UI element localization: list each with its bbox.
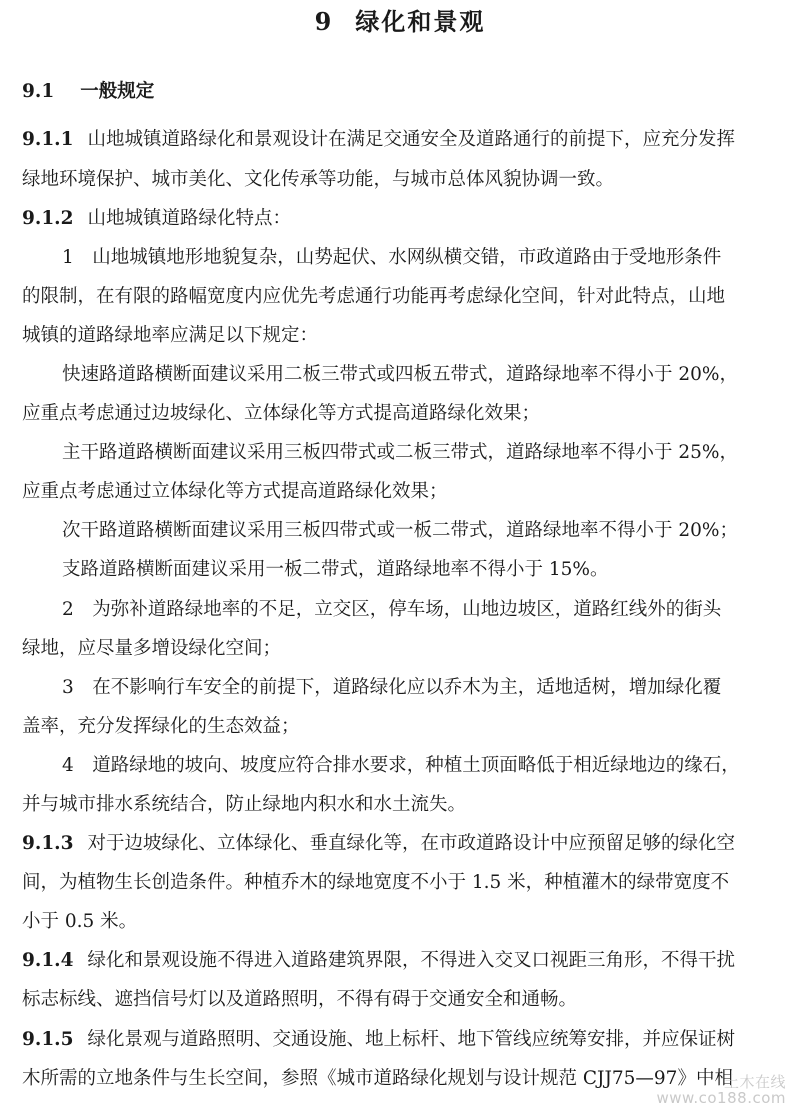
expressway-line-2: 应重点考虑通过边坡绿化、立体绿化等方式提高道路绿化效果； <box>22 403 541 424</box>
clause-9-1-3-line-2: 间，为植物生长创造条件。种植乔木的绿地宽度不小于 1.5 米，种植灌木的绿带宽度不 <box>22 872 730 893</box>
secondary-road-line: 次干路道路横断面建议采用三板四带式或一板二带式，道路绿地率不得小于 20%； <box>62 520 739 541</box>
arterial-line-2: 应重点考虑通过立体绿化等方式提高道路绿化效果； <box>22 481 448 502</box>
clause-number: 9.1.2 <box>22 208 74 229</box>
expressway-line-1: 快速路道路横断面建议采用二板三带式或四板五带式，道路绿地率不得小于 20%， <box>62 364 739 385</box>
item-3-line-1: 3 在不影响行车安全的前提下，道路绿化应以乔木为主，适地适树，增加绿化覆 <box>62 677 722 698</box>
clause-number: 9.1.5 <box>22 1029 74 1050</box>
item-2-line-2: 绿地，应尽量多增设绿化空间； <box>22 638 282 659</box>
clause-text: 绿化和景观设施不得进入道路建筑界限，不得进入交叉口视距三角形，不得干扰 <box>87 950 736 971</box>
clause-9-1-5-line-1 <box>22 1028 735 1052</box>
watermark-line-2: www.co188.com <box>656 1089 786 1107</box>
chapter-number: 9 <box>314 7 334 36</box>
chapter-title: 绿化和景观 <box>355 7 486 36</box>
item-4-line-1: 4 道路绿地的坡向、坡度应符合排水要求，种植土顶面略低于相近绿地边的缘石， <box>62 755 740 776</box>
clause-number: 9.1.1 <box>22 129 74 150</box>
clause-text: 对于边坡绿化、立体绿化、垂直绿化等，在市政道路设计中应预留足够的绿化空 <box>87 833 736 854</box>
clause-text: 山地城镇道路绿化特点： <box>87 208 292 229</box>
clause-9-1-3-line-3: 小于 0.5 米。 <box>22 911 138 932</box>
clause-text: 绿化景观与道路照明、交通设施、地上标杆、地下管线应统筹安排，并应保证树 <box>87 1029 736 1050</box>
section-heading <box>22 80 154 104</box>
arterial-line-1: 主干路道路横断面建议采用三板四带式或二板三带式，道路绿地率不得小于 25%， <box>62 442 739 463</box>
clause-number: 9.1.4 <box>22 950 74 971</box>
section-number: 9.1 <box>22 81 55 102</box>
clause-9-1-1-line-2: 绿地环境保护、城市美化、文化传承等功能，与城市总体风貌协调一致。 <box>22 169 615 190</box>
clause-9-1-3-line-1 <box>22 832 735 856</box>
item-1-line-2: 的限制，在有限的路幅宽度内应优先考虑通行功能再考虑绿化空间，针对此特点，山地 <box>22 286 726 307</box>
item-2-line-1: 2 为弥补道路绿地率的不足，立交区，停车场，山地边坡区，道路红线外的街头 <box>62 599 722 620</box>
item-3-line-2: 盖率，充分发挥绿化的生态效益； <box>22 716 300 737</box>
section-title: 一般规定 <box>80 81 155 102</box>
item-1-line-1: 1 山地城镇地形地貌复杂，山势起伏、水网纵横交错，市政道路由于受地形条件 <box>62 247 722 268</box>
clause-9-1-1-line-1 <box>22 128 735 152</box>
clause-9-1-4-line-2: 标志标线、遮挡信号灯以及道路照明，不得有碍于交通安全和通畅。 <box>22 989 578 1010</box>
watermark-line-1: 土木在线 <box>723 1073 786 1091</box>
item-4-line-2: 并与城市排水系统结合，防止绿地内积水和水土流失。 <box>22 794 467 815</box>
clause-9-1-2-intro <box>22 207 291 231</box>
chapter-heading <box>0 2 800 37</box>
clause-9-1-5-line-2: 木所需的立地条件与生长空间，参照《城市道路绿化规划与设计规范 CJJ75—97》中相 <box>22 1068 733 1089</box>
clause-number: 9.1.3 <box>22 833 74 854</box>
clause-9-1-4-line-1 <box>22 949 735 973</box>
clause-text: 山地城镇道路绿化和景观设计在满足交通安全及道路通行的前提下，应充分发挥 <box>87 129 736 150</box>
item-1-line-3: 城镇的道路绿地率应满足以下规定： <box>22 325 319 346</box>
watermark <box>656 1074 786 1106</box>
branch-road-line: 支路道路横断面建议采用一板二带式，道路绿地率不得小于 15%。 <box>62 559 609 580</box>
